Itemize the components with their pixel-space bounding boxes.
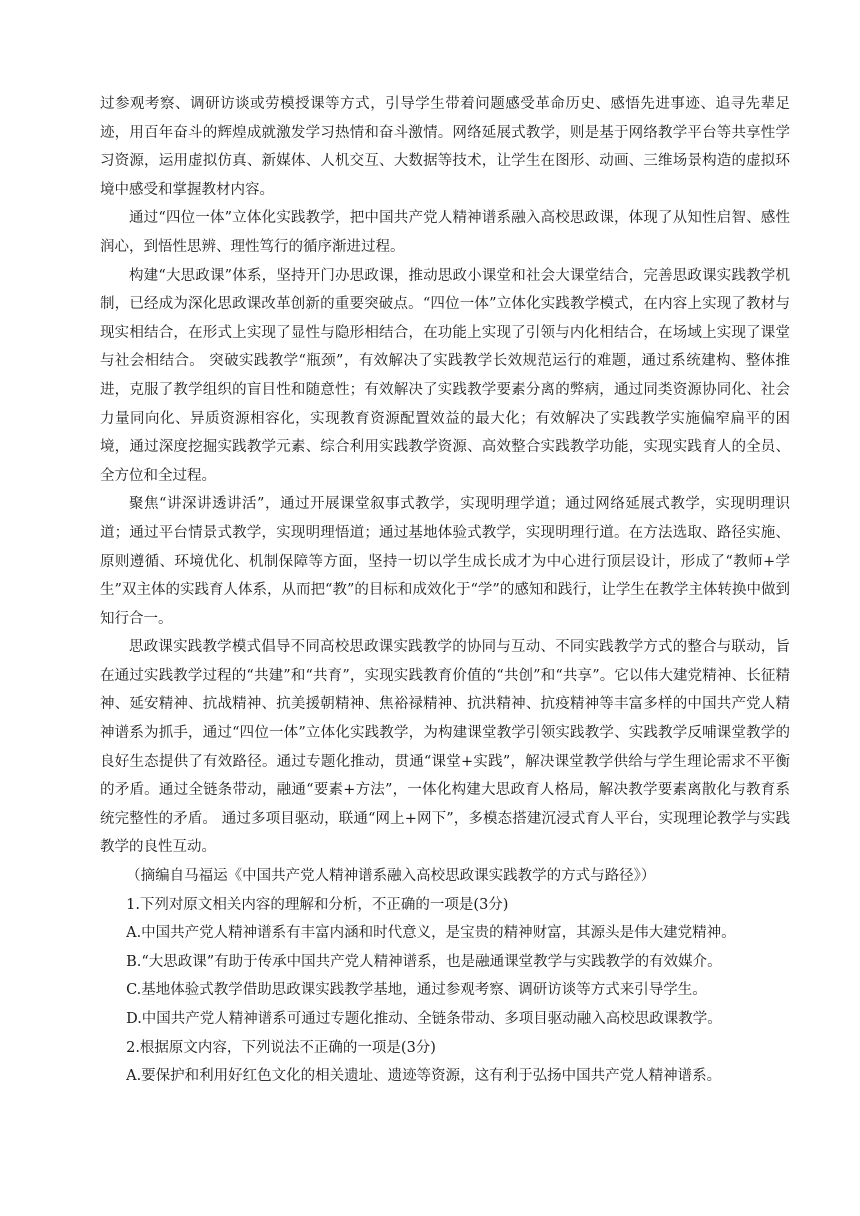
paragraph-continued: 过参观考察、调研访谈或劳模授课等方式，引导学生带着问题感受革命历史、感悟先进事迹、追寻先辈足迹，用百年奋斗的辉煌成就激发学习热情和奋斗激情。网络延展式教学，则是基于网络教学平台等共享性学习资源，运用虚拟仿真、新媒体、人机交互、大数据等技术，让学生在图形、动画、三维场景构造的虚拟环境中感受和掌握教材内容。 xyxy=(100,96,790,198)
question-2 xyxy=(100,1034,790,1091)
source-citation: （摘编自马福运《中国共产党人精神谱系融入高校思政课实践教学的方式与路径》） xyxy=(126,868,656,885)
paragraph: 通过“四位一体”立体化实践教学，把中国共产党人精神谱系融入高校思政课，体现了从知性启智、感性润心，到悟性思辨、理性笃行的循序渐进过程。 xyxy=(100,210,790,255)
question-1 xyxy=(100,891,790,1034)
paragraph: 构建“大思政课”体系，坚持开门办思政课，推动思政小课堂和社会大课堂结合，完善思政课实践教学机制，已经成为深化思政课改革创新的重要突破点。“四位一体”立体化实践教学模式，在内容上实现了教材与现实相结合，在形式上实现了显性与隐形相结合，在功能上实现了引领与内化相结合，在场域上实现了课堂与社会相结合。 突破实践教学“瓶颈”，有效解决了实践教学长效规范运行的难题，通过系统建构、整体推进，克服了教学组织的盲目性和随意性；有效解决了实践教学要素分离的弊病，通过同类资源协同化、社会力量同向化、异质资源相容化，实现教育资源配置效益的最大化；有效解决了实践教学实施偏窄扁平的困境，通过深度挖掘实践教学元素、综合利用实践教学资源、高效整合实践教学功能，实现实践育人的全员、全方位和全过程。 xyxy=(100,267,790,484)
option-b: B.“大思政课”有助于传承中国共产党人精神谱系，也是融通课堂教学与实践教学的有效媒介。 xyxy=(126,953,722,970)
paragraph: 聚焦“讲深讲透讲活”，通过开展课堂叙事式教学，实现明理学道；通过网络延展式教学，实现明理识道；通过平台情景式教学，实现明理悟道；通过基地体验式教学，实现明理行道。在方法选取、路径实施、原则遵循、环境优化、机制保障等方面，坚持一切以学生成长成才为中心进行顶层设计，形成了“教师+学生”双主体的实践育人体系，从而把“教”的目标和成效化于“学”的感知和践行，让学生在教学主体转换中做到知行合一。 xyxy=(100,496,790,627)
question-stem: 2.根据原文内容，下列说法不正确的一项是(3分) xyxy=(126,1039,436,1056)
option-d: D.中国共产党人精神谱系可通过专题化推动、全链条带动、多项目驱动融入高校思政课教学。 xyxy=(126,1011,722,1027)
option-a: A.中国共产党人精神谱系有丰富内涵和时代意义，是宝贵的精神财富，其源头是伟大建党精神。 xyxy=(126,925,736,942)
question-stem: 1.下列对原文相关内容的理解和分析，不正确的一项是(3分) xyxy=(126,896,509,913)
option-a: A.要保护和利用好红色文化的相关遗址、遗迹等资源，这有利于弘扬中国共产党人精神谱系。 xyxy=(126,1068,722,1085)
option-c: C.基地体验式教学借助思政课实践教学基地，通过参观考察、调研访谈等方式来引导学生。 xyxy=(126,982,707,999)
paragraph: 思政课实践教学模式倡导不同高校思政课实践教学的协同与互动、不同实践教学方式的整合与联动，旨在通过实践教学过程的“共建”和“共育”，实现实践教育价值的“共创”和“共享”。它以伟大建党精神、长征精神、延安精神、抗战精神、抗美援朝精神、焦裕禄精神、抗洪精神、抗疫精神等丰富多样的中国共产党人精神谱系为抓手，通过“四位一体”立体化实践教学，为构建课堂教学引领实践教学、实践教学反哺课堂教学的良好生态提供了有效路径。通过专题化推动，贯通“课堂+实践”，解决课堂教学供给与学生理论需求不平衡的矛盾。通过全链条带动，融通“要素+方法”，一体化构建大思政育人格局，解决教学要素离散化与教育系统完整性的矛盾。 通过多项目驱动，联通“网上+网下”，多模态搭建沉浸式育人平台，实现理论教学与实践教学的良性互动。 xyxy=(100,639,790,856)
